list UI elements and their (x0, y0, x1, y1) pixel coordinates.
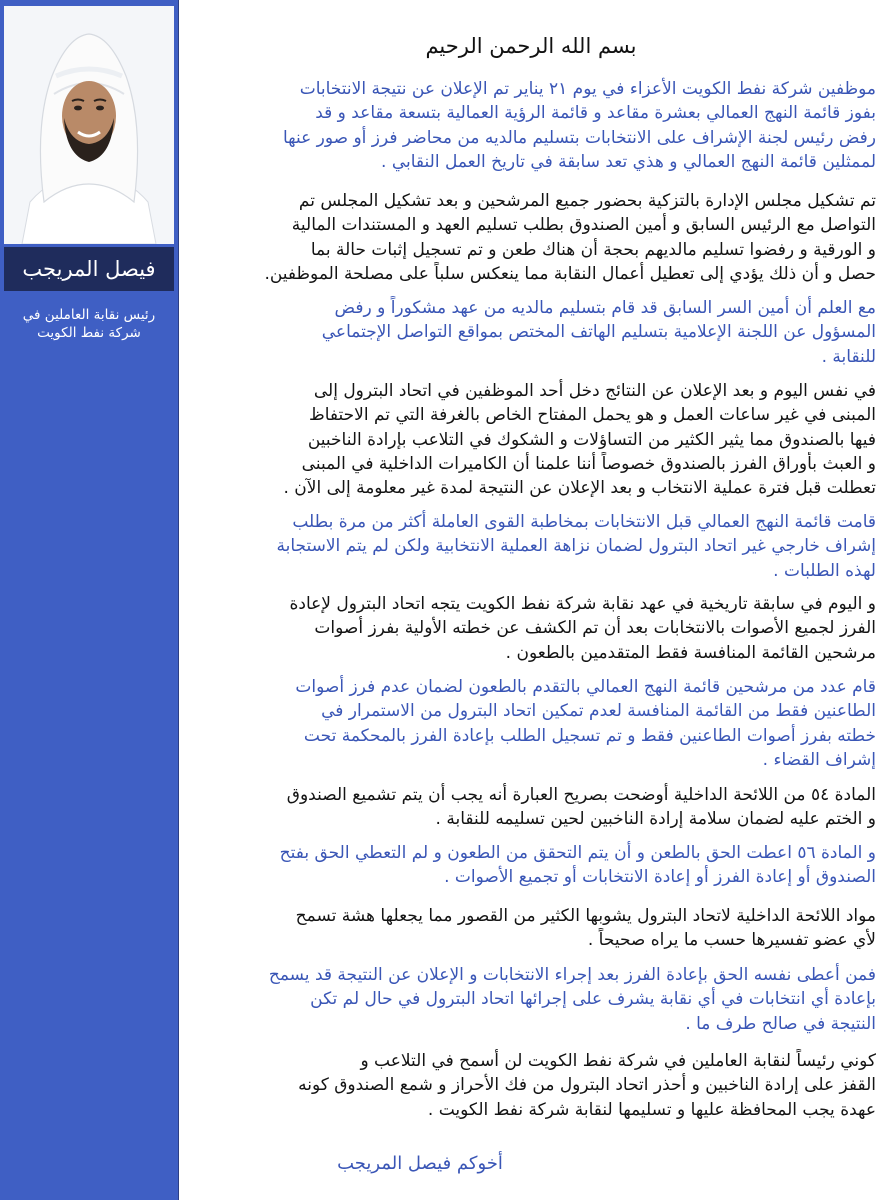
text-line: المسؤول عن اللجنة الإعلامية بتسليم الهاتف المختص بمواقع التواصل الإجتماعي (321, 322, 876, 343)
letter-paragraph (186, 592, 876, 665)
letter-paragraph (186, 77, 876, 174)
text-line: بإعادة أي انتخابات في أي نقابة يشرف على إجرائها اتحاد البترول في حال لم تكن (310, 989, 876, 1010)
text-line: إشراف خارجي غير اتحاد البترول لضمان نزاهة العملية الانتخابية ولكن لم يتم الاستجابة (276, 536, 876, 557)
text-line: النتيجة في صالح طرف ما . (685, 1013, 876, 1034)
letter-paragraph (186, 379, 876, 500)
text-line: لأي عضو تفسيرها حسب ما يراه صحيحاً . (587, 930, 876, 951)
letter-paragraph (186, 963, 876, 1036)
letter-paragraph (186, 841, 876, 890)
text-line: و الختم عليه لضمان سلامة إرادة الناخبين لحين تسليمه للنقابة . (435, 809, 876, 830)
profile-role-line: شركة نفط الكويت (37, 325, 141, 341)
text-line: قامت قائمة النهج العمالي قبل الانتخابات بمخاطبة القوى العاملة أكثر من مرة بطلب (292, 512, 876, 532)
text-line: في نفس اليوم و بعد الإعلان عن النتائج دخل أحد الموظفين في اتحاد البترول إلى (313, 381, 876, 401)
text-line: مواد اللائحة الداخلية لاتحاد البترول يشوبها الكثير من القصور مما يجعلها هشة تسمح (295, 906, 876, 926)
letter-paragraph (186, 675, 876, 772)
portrait-illustration (4, 6, 174, 244)
profile-role-line: رئيس نقابة العاملين في (22, 307, 156, 323)
text-line: عهدة يجب المحافظة عليها و تسليمها لنقابة شركة نفط الكويت . (427, 1099, 876, 1120)
text-line: لهذه الطلبات . (773, 560, 876, 581)
text-line: الصندوق أو إعادة الفرز أو إعادة الانتخابات أو تجميع الأصوات . (444, 867, 876, 888)
profile-role (4, 306, 174, 342)
letter-paragraph (186, 904, 876, 953)
letter-paragraph (186, 189, 876, 286)
letter-paragraph (186, 510, 876, 583)
text-line: التواصل مع الرئيس السابق و أمين الصندوق بطلب تسليم العهد و المستندات المالية (291, 215, 876, 236)
text-line: فمن أعطى نفسه الحق بإعادة الفرز بعد إجراء الانتخابات و الإعلان عن النتيجة قد يسمح (268, 965, 876, 985)
text-line: المبنى في غير ساعات العمل و هو يحمل المفتاح الخاص بالغرفة التي تم الاحتفاظ (309, 405, 876, 426)
text-line: إشراف القضاء . (762, 749, 876, 770)
text-line: الفرز لجميع الأصوات بالانتخابات بعد أن تم الكشف عن خطته الأولية بفرز أصوات (314, 618, 876, 639)
text-line: قام عدد من مرشحين قائمة النهج العمالي بالتقدم بالطعون لضمان عدم فرز أصوات (295, 677, 876, 697)
profile-sidebar (0, 0, 179, 1200)
text-line: موظفين شركة نفط الكويت الأعزاء في يوم ٢١ يناير تم الإعلان عن نتيجة الانتخابات (299, 79, 876, 99)
text-line: خطته بفرز أصوات الطاعنين فقط و تم تسجيل الطلب بإعادة الفرز بالمحكمة تحت (303, 725, 876, 746)
text-line: للنقابة . (821, 346, 876, 367)
text-line: فيها بالصندوق مما يثير الكثير من التساؤلات و الشكوك في التلاعب بإرادة الناخبين (307, 429, 876, 450)
text-line: حصل و أن ذلك يؤدي إلى تعطيل أعمال النقابة مما ينعكس سلباً على مصلحة الموظفين. (264, 263, 876, 284)
letter-paragraph (186, 783, 876, 832)
text-line: تم تشكيل مجلس الإدارة بالتزكية بحضور جميع المرشحين و بعد تشكيل المجلس تم (298, 191, 876, 211)
text-line: مرشحين القائمة المنافسة فقط المتقدمين بالطعون . (505, 642, 876, 663)
letter-paragraph (186, 296, 876, 369)
text-line: و العبث بأوراق الفرز بالصندوق خصوصاً أننا علمنا أن الكاميرات الداخلية في المبنى (301, 453, 876, 474)
text-line: كوني رئيساً لنقابة العاملين في شركة نفط الكويت لن أسمح في التلاعب و (360, 1051, 876, 1071)
text-line: الطاعنين فقط من القائمة المنافسة لعدم تمكين اتحاد البترول من الاستمرار في (321, 701, 876, 722)
text-line: القفز على إرادة الناخبين و أحذر اتحاد البترول من فك الأحراز و شمع الصندوق كونه (298, 1075, 876, 1096)
text-line: تعطلت قبل فترة عملية الانتخاب و بعد الإعلان عن النتيجة لمدة غير معلومة إلى الآن . (283, 478, 876, 499)
text-line: بفوز قائمة النهج العمالي بعشرة مقاعد و قائمة الرؤية العمالية بتسعة مقاعد و قد (315, 103, 876, 124)
text-line: رفض رئيس لجنة الإشراف على الانتخابات بتسليم مالديه من محاضر فرز أو صور عنها (282, 127, 876, 148)
text-line: لممثلين قائمة النهج العمالي و هذي تعد سابقة في تاريخ العمل النقابي . (381, 151, 876, 172)
text-line: و اليوم في سابقة تاريخية في عهد نقابة شركة نفط الكويت يتجه اتحاد البترول لإعادة (289, 594, 876, 614)
letter-body (186, 0, 876, 1200)
profile-photo (4, 6, 174, 244)
text-line: المادة ٥٤ من اللائحة الداخلية أوضحت بصريح العبارة أنه يجب أن يتم تشميع الصندوق (286, 785, 876, 805)
text-line: مع العلم أن أمين السر السابق قد قام بتسليم مالديه من عهد مشكوراً و رفض (334, 298, 876, 318)
text-line: و الورقية و رفضوا تسليم مالديهم بحجة أن هناك طعن و تم تسجيل إثبات حالة بما (310, 239, 876, 260)
profile-name: فيصل المريجب (4, 247, 174, 291)
letter-paragraph (186, 1049, 876, 1122)
text-line: و المادة ٥٦ اعطت الحق بالطعن و أن يتم التحقق من الطعون و لم التعطي الحق بفتح (279, 843, 876, 863)
letter-signature: أخوكم فيصل المريجب (337, 1153, 503, 1174)
letter-basmala: بسم الله الرحمن الرحيم (425, 34, 637, 58)
